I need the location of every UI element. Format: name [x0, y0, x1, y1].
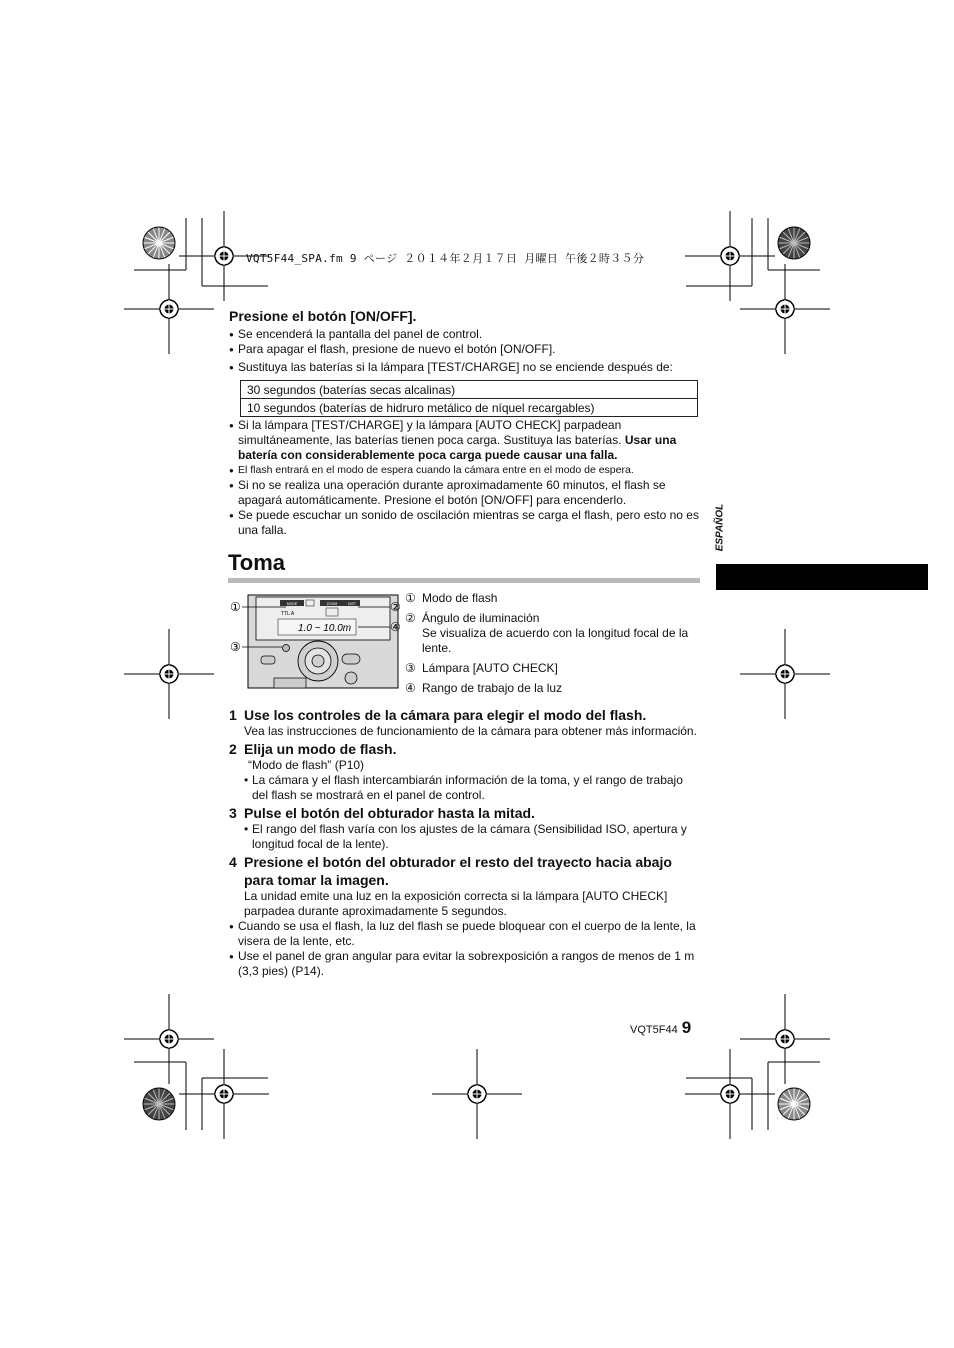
- model-code: VQT5F44: [630, 1024, 678, 1036]
- bullet-item: ● Cuando se usa el flash, la luz del flash se puede bloquear con el cuerpo de la lente, la visera de la lente, etc.: [229, 919, 701, 949]
- lcd-range-text: 1.0 ~ 10.0m: [298, 623, 352, 634]
- callout-2: ②: [390, 600, 401, 614]
- step-number: 1: [229, 707, 237, 723]
- step-title: Presione el botón del obturador el resto del trayecto hacia abajo para tomar la imagen.: [244, 854, 672, 888]
- battery-table: [240, 380, 698, 417]
- page-footer: [630, 1018, 691, 1038]
- bullet-bold-warning: Usar una batería con considerablemente poca carga puede causar una falla.: [238, 433, 677, 462]
- callout-4: ④: [390, 620, 401, 634]
- step-heading: [229, 706, 701, 724]
- legend-num: ③: [405, 661, 416, 675]
- step-title: Pulse el botón del obturador hasta la mitad.: [244, 805, 535, 821]
- step-number: 2: [229, 741, 237, 757]
- step-1: [229, 706, 701, 739]
- legend-text: Modo de flash: [422, 591, 498, 605]
- bullet-item-low-battery: [229, 418, 701, 463]
- page-number: 9: [681, 1018, 692, 1037]
- step-heading: [229, 853, 701, 889]
- legend-item: [405, 591, 705, 606]
- bullet-item: ● El flash entrará en el modo de espera cuando la cámara entre en el modo de espera.: [229, 463, 701, 478]
- legend-item: [405, 661, 705, 676]
- legend-text: Rango de trabajo de la luz: [422, 681, 563, 695]
- language-tab-bar: [716, 564, 928, 590]
- step-heading: [229, 740, 701, 758]
- bullet-item: ● Si no se realiza una operación durante aproximadamente 60 minutos, el flash se apagará automáticamente. Presione el botón [ON/OFF] para encenderlo.: [229, 478, 701, 508]
- step-title: Use los controles de la cámara para elegir el modo del flash.: [244, 707, 647, 723]
- legend-num: ④: [405, 681, 416, 695]
- bullet-item: ● Se puede escuchar un sonido de oscilación mientras se carga el flash, pero esto no es una falla.: [229, 508, 701, 538]
- side-language-label: [706, 500, 736, 560]
- legend-item: [405, 681, 705, 696]
- table-cell: 30 segundos (baterías secas alcalinas): [241, 381, 698, 399]
- lcd-tag-mode: MODE: [286, 602, 298, 606]
- step-body: “Modo de flash” (P10): [248, 758, 365, 772]
- legend-num: ①: [405, 591, 416, 605]
- bullet-text: Si la lámpara [TEST/CHARGE] y la lámpara [AUTO CHECK] parpadean simultáneamente, las baterías tienen poca carga. Sustituya las baterías.: [238, 418, 625, 447]
- bullet-item: ● Use el panel de gran angular para evitar la sobrexposición a rangos de menos de 1 m (3,3 pies) (P14).: [229, 949, 701, 979]
- legend-sub: Se visualiza de acuerdo con la longitud focal de la lente.: [422, 626, 689, 655]
- side-language-text: ESPAÑOL: [714, 503, 726, 552]
- step-4: [229, 853, 701, 919]
- legend-text: Ángulo de iluminación: [422, 611, 540, 625]
- legend-item: [405, 611, 705, 656]
- bullet-list-bottom: [229, 418, 701, 538]
- step-body: Vea las instrucciones de funcionamiento de la cámara para obtener más información.: [244, 724, 697, 738]
- legend-num: ②: [405, 611, 416, 625]
- step-2: [229, 740, 701, 803]
- step-number: 4: [229, 854, 237, 870]
- lcd-mode-text: TTL A: [281, 611, 295, 617]
- step-body: La unidad emite una luz en la exposición correcta si la lámpara [AUTO CHECK] parpadea durante aproximadamente 5 segundos.: [244, 889, 668, 918]
- bullet-item: ● Sustituya las baterías si la lámpara [TEST/CHARGE] no se enciende después de:: [229, 360, 701, 375]
- lcd-tag-zoom: ZOOM: [326, 602, 338, 606]
- bullet-item: ● Para apagar el flash, presione de nuevo el botón [ON/OFF].: [229, 342, 701, 357]
- control-panel-illustration: [226, 592, 406, 692]
- callout-3: ③: [230, 640, 241, 654]
- diagram-legend: [405, 591, 705, 701]
- lcd-tag-dist: DIST: [348, 602, 356, 606]
- file-header: VQT5F44_SPA.fm 9 ページ ２０１４年２月１７日 月曜日 午後２時３５分: [246, 252, 645, 265]
- table-cell: 10 segundos (baterías de hidruro metálico de níquel recargables): [241, 399, 698, 417]
- section-title-on-off: Presione el botón [ON/OFF].: [229, 308, 417, 324]
- step-dot-item: • La cámara y el flash intercambiarán información de la toma, y el rango de trabajo del flash se mostrará en el panel de control.: [229, 773, 701, 803]
- steps-list: [229, 706, 701, 979]
- table-row: [241, 381, 698, 399]
- step-title: Elija un modo de flash.: [244, 741, 397, 757]
- step-heading: [229, 804, 701, 822]
- table-row: [241, 399, 698, 417]
- legend-text: Lámpara [AUTO CHECK]: [422, 661, 558, 675]
- step-number: 3: [229, 805, 237, 821]
- callout-1: ①: [230, 600, 241, 614]
- bullet-list-top: [229, 327, 701, 375]
- step-3: [229, 804, 701, 852]
- bullet-item: ● Se encenderá la pantalla del panel de control.: [229, 327, 701, 342]
- toma-title: Toma: [228, 550, 286, 575]
- toma-underline: [228, 578, 700, 583]
- step-dot-item: • El rango del flash varía con los ajustes de la cámara (Sensibilidad ISO, apertura y longitud focal de la lente).: [229, 822, 701, 852]
